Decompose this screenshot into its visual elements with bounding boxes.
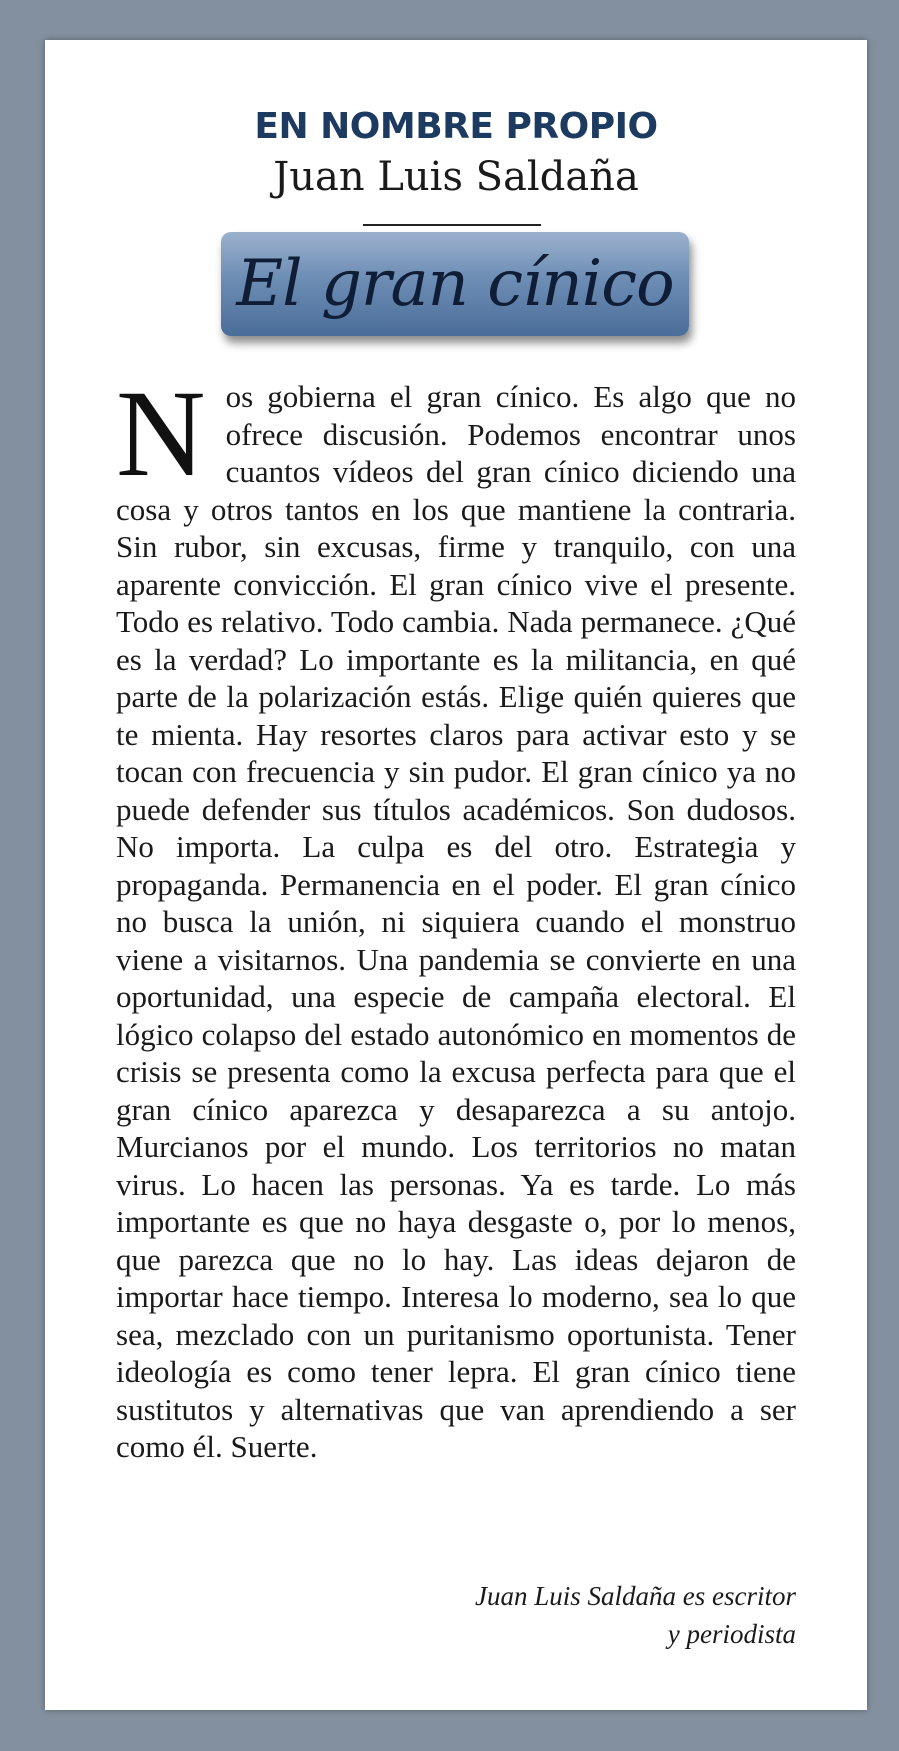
header-divider [363, 224, 541, 226]
article-body-text: os gobierna el gran cínico. Es algo que no ofrece discusión. Podemos encontrar unos cuantos vídeos del gran cínico diciendo una cosa y otros tantos en los que mantiene la contraria. Sin rubor, sin excusas, firme y tranquilo, con una aparente convicción. El gran cínico vive el presente. Todo es relativo. Todo cambia. Nada permanece. ¿Qué es la verdad? Lo importante es la militancia, en qué parte de la polarización estás. Elige quién quieres que te mienta. Hay resortes claros para activar esto y se tocan con frecuencia y sin pudor. El gran cínico ya no puede defender sus títulos académicos. Son dudosos. No importa. La culpa es del otro. Estrategia y propaganda. Permanencia en el poder. El gran cínico no busca la unión, ni siquiera cuando el monstruo viene a visitarnos. Una pandemia se convierte en una oportunidad, una especie de campaña electoral. El lógico colapso del estado autonómico en momentos de crisis se presenta como la excusa perfecta para que el gran cínico aparezca y desaparezca a su antojo. Murcianos por el mundo. Los territorios no matan virus. Lo hacen las personas. Ya es tarde. Lo más importante es que no haya desgaste o, por lo menos, que parezca que no lo hay. Las ideas dejaron de importar hace tiempo. Interesa lo moderno, sea lo que sea, mezclado con un puritanismo oportunista. Tener ideología es como tener lepra. El gran cínico tiene sustitutos y alternativas que van aprendiendo a ser como él. Suerte. [116, 379, 796, 1464]
signature-line-2: y periodista [667, 1619, 796, 1649]
signature-line-1: Juan Luis Saldaña es escritor [475, 1581, 796, 1611]
article-title: El gran cínico [236, 247, 674, 321]
article-body [116, 365, 796, 1466]
author-name-header: Juan Luis Saldaña [273, 154, 639, 200]
title-banner [221, 232, 689, 336]
drop-cap: N [116, 365, 206, 502]
author-signature [475, 1577, 796, 1653]
section-label: EN NOMBRE PROPIO [254, 106, 658, 147]
article-column [45, 40, 867, 1710]
